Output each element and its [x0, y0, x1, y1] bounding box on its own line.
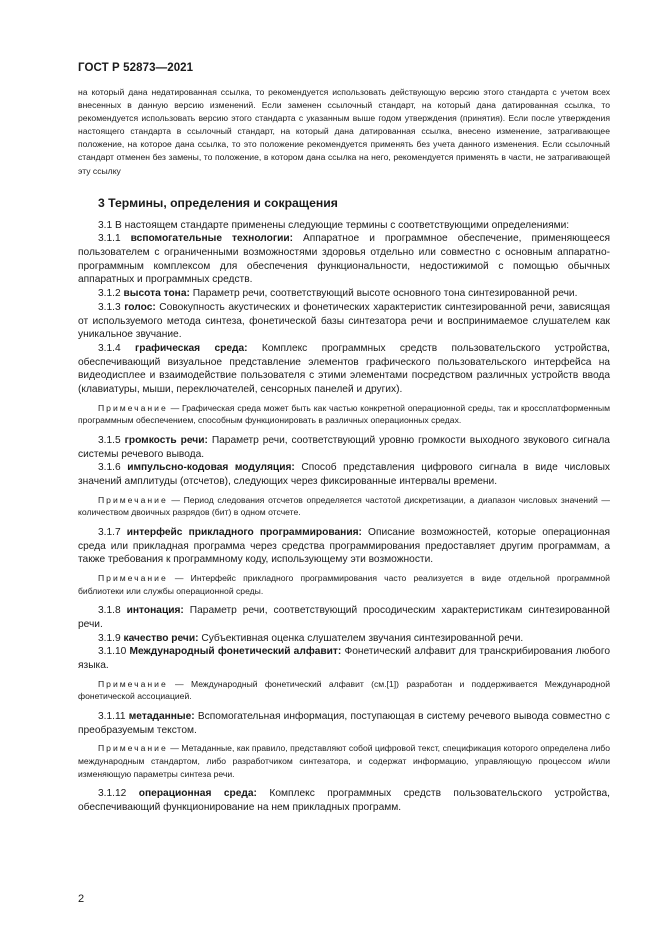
- term-number: 3.1.12: [98, 788, 139, 800]
- term-name: Международный фонетический алфавит:: [129, 646, 342, 658]
- term-text: Параметр речи, соответствующий высоте основного тона синтезированной речи.: [189, 288, 578, 300]
- note-text: — Период следования отсчетов определяется частотой дискретизации, а диапазон числовых значений — количеством двоичных разрядов (бит) в одном отсчете.: [78, 494, 610, 518]
- term-text: Совокупность акустических и фонетических характеристик синтезированной речи, зависящая от используемого метода синтеза, фонетической базы синтезатора речи и воспринимаемое слушателем как уникальное звучание.: [78, 301, 610, 341]
- term-definition: [78, 301, 610, 342]
- term-name: графическая среда:: [135, 342, 248, 354]
- term-definition: [78, 232, 610, 287]
- term-number: 3.1.2: [98, 288, 124, 300]
- term-name: голос:: [124, 301, 156, 313]
- term-definition: [78, 645, 610, 672]
- term-definition: [78, 787, 610, 814]
- term-note: [78, 572, 610, 597]
- term-text: Способ представления цифрового сигнала в виде числовых значений амплитуды (отсчетов), следующих через фиксированные интервалы времени.: [78, 462, 610, 488]
- term-name: метаданные:: [128, 710, 195, 722]
- term-number: 3.1.3: [98, 301, 125, 313]
- term-text: Параметр речи, соответствующий уровню громкости выходного звукового сигнала системы речевого вывода.: [78, 434, 610, 460]
- terms-list: [78, 232, 610, 814]
- term-text: Описание возможностей, которые операционная среда или прикладная программа через средства программирования предоставляет другим программам, а также требования к программному коду, использующему эти возможности.: [78, 526, 610, 566]
- term-name: операционная среда:: [138, 788, 257, 800]
- term-definition: [78, 461, 610, 488]
- term-number: 3.1.11: [98, 710, 129, 722]
- term-definition: [78, 342, 610, 397]
- term-name: высота тона:: [123, 288, 190, 300]
- term-number: 3.1.8: [98, 605, 127, 617]
- term-definition: [78, 632, 610, 646]
- term-definition: [78, 287, 610, 301]
- note-text: — Метаданные, как правило, представляют собой цифровой текст, спецификация которого определена либо международным стандартом, либо разработчиком синтезатора, и содержат информацию, управляющую процессом и/или изменяющую параметры синтеза речи.: [78, 743, 610, 779]
- note-text: — Интерфейс прикладного программирования часто реализуется в виде отдельной программной библиотеки или службы операционной среды.: [78, 573, 610, 596]
- section-title: 3 Термины, определения и сокращения: [98, 195, 338, 210]
- term-number: 3.1.6: [98, 462, 128, 474]
- term-number: 3.1.9: [98, 632, 124, 644]
- term-definition: [78, 434, 610, 461]
- term-text: Вспомогательная информация, поступающая в систему речевого вывода совместно с преобразуемым текстом.: [78, 710, 610, 736]
- term-name: громкость речи:: [124, 434, 208, 446]
- term-text: Параметр речи, соответствующий просодическим характеристикам синтезированной речи.: [78, 605, 610, 630]
- term-text: Комплекс программных средств пользовательского устройства, обеспечивающий функционирование на нем прикладных программ.: [78, 788, 611, 813]
- term-definition: [78, 526, 610, 567]
- term-note: [78, 402, 610, 427]
- term-definition: [78, 710, 610, 737]
- term-name: интонация:: [126, 605, 184, 617]
- intro-paragraph: на который дана недатированная ссылка, то рекомендуется использовать действующую версию этого стандарта с учетом всех внесенных в данную версию изменений. Если заменен ссылочный стандарт, на который дана датированная ссылка, то рекомендуется использовать версию этого стандарта с указанным выше годом утверждения (принятия). Если после утверждения настоящего стандарта в ссылочный стандарт, на который дана датированная ссылка, внесено изменение, затрагивающее положение, на которое дана ссылка, то это положение рекомендуется применять без учета данного изменения. Если ссылочный стандарт отменен без замены, то положение, в котором дана ссылка на него, рекомендуется применять в части, не затрагивающей эту ссылку: [78, 87, 610, 176]
- paragraph-3-1: 3.1 В настоящем стандарте применены следующие термины с соответствующими определениями:: [98, 219, 570, 231]
- term-definition: [78, 604, 610, 631]
- note-text: — Графическая среда может быть как частью конкретной операционной среды, так и кроссплатформенным программным обеспечением, способным функционировать в различных операционных средах.: [78, 402, 610, 426]
- term-number: 3.1.1: [98, 233, 131, 245]
- term-note: [78, 742, 610, 780]
- term-number: 3.1.7: [98, 526, 127, 538]
- note-label: Примечание: [98, 573, 168, 584]
- term-name: вспомогательные технологии:: [130, 233, 294, 245]
- term-number: 3.1.5: [98, 434, 125, 446]
- term-text: Фонетический алфавит для транскрибирования любого языка.: [78, 646, 610, 672]
- term-note: [78, 494, 610, 519]
- document-body: [78, 86, 610, 815]
- term-number: 3.1.10: [98, 646, 130, 658]
- document-header: ГОСТ Р 52873—2021: [78, 62, 194, 74]
- note-label: Примечание: [98, 494, 168, 505]
- term-name: качество речи:: [123, 632, 199, 644]
- term-number: 3.1.4: [98, 342, 135, 354]
- page-number: 2: [78, 893, 85, 905]
- note-label: Примечание: [98, 743, 168, 754]
- term-name: интерфейс прикладного программирования:: [126, 526, 362, 538]
- note-label: Примечание: [98, 678, 168, 689]
- term-note: [78, 678, 610, 703]
- note-label: Примечание: [98, 402, 168, 413]
- term-text: Аппаратное и программное обеспечение, применяющееся пользователем с ограниченными возможностями здоровья отдельно или совместно с основным аппаратно-программным комплексом для обеспечения функциональности, недостижимой с помощью обычных аппаратных и программных средств.: [78, 233, 610, 286]
- note-text: — Международный фонетический алфавит (см.[1]) разработан и поддерживается Международной фонетической ассоциацией.: [78, 678, 610, 702]
- term-name: импульсно-кодовая модуляция:: [127, 462, 295, 474]
- term-text: Комплекс программных средств пользовательского устройства, обеспечивающий визуальное представление элементов графического пользовательского интерфейса на видеодисплее и взаимодействие пользователя с этими элементами посредством различных устройств ввода (клавиатуры, мыши, переключателей, сенсорных панелей и других).: [78, 342, 610, 396]
- term-text: Субъективная оценка слушателем звучания синтезированной речи.: [198, 632, 524, 644]
